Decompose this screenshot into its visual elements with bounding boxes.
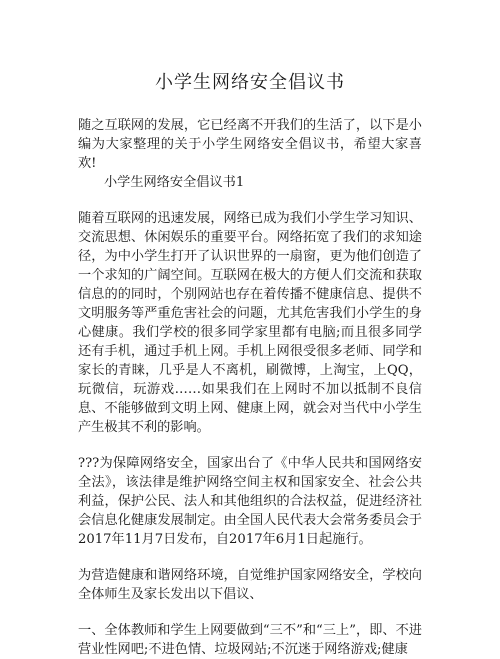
section-subtitle: 小学生网络安全倡议书1 — [104, 175, 245, 190]
body-paragraph-2: ???为保障网络安全，国家出台了《中华人民共和国网络安全法》，该法律是维护网络空间主权和国家安全、社会公共利益，保护公民、法人和其他组织的合法权益，促进经济社会信息化健康发展制定。由全国人民代表大会常务委员会于2017年11月7日发布，自2017年6月1日起施行。 — [78, 456, 422, 547]
paragraph-spacer — [78, 604, 422, 621]
intro-paragraph: 随之互联网的发展，它已经离不开我们的生活了，以下是小编为大家整理的关于小学生网络安全倡议书，希望大家喜欢! — [78, 118, 422, 171]
paragraph-spacer — [78, 549, 422, 566]
body-paragraph-4: 一、全体教师和学生上网要做到“三不”和“三上”，即、不进营业性网吧;不进色情、垃圾网站;不沉迷于网络游戏;健康 — [78, 623, 422, 657]
paragraph-spacer — [78, 192, 422, 209]
paragraph-spacer — [78, 437, 422, 454]
body-paragraph-1: 随着互联网的迅速发展，网络已成为我们小学生学习知识、交流思想、休闲娱乐的重要平台。网络拓宽了我们的求知途径，为中小学生打开了认识世界的一扇窗，更为他们创造了一个求知的广阔空间。互联网在极大的方便人们交流和获取信息的的同时，个别网站也存在着传播不健康信息、提供不文明服务等严重危害社会的问题，尤其危害我们小学生的身心健康。我们学校的很多同学家里都有电脑;而且很多同学还有手机，通过手机上网。手机上网很受很多老师、同学和家长的青睐，几乎是人不离机，刷微博，上淘宝，上QQ，玩微信，玩游戏……如果我们在上网时不加以抵制不良信息、不能够做到文明上网、健康上网，就会对当代中小学生产生极其不利的影响。 — [78, 211, 422, 435]
body-paragraph-3: 为营造健康和谐网络环境，自觉维护国家网络安全，学校向全体师生及家长发出以下倡议、 — [78, 568, 422, 602]
document-title: 小学生网络安全倡议书 — [155, 72, 345, 93]
